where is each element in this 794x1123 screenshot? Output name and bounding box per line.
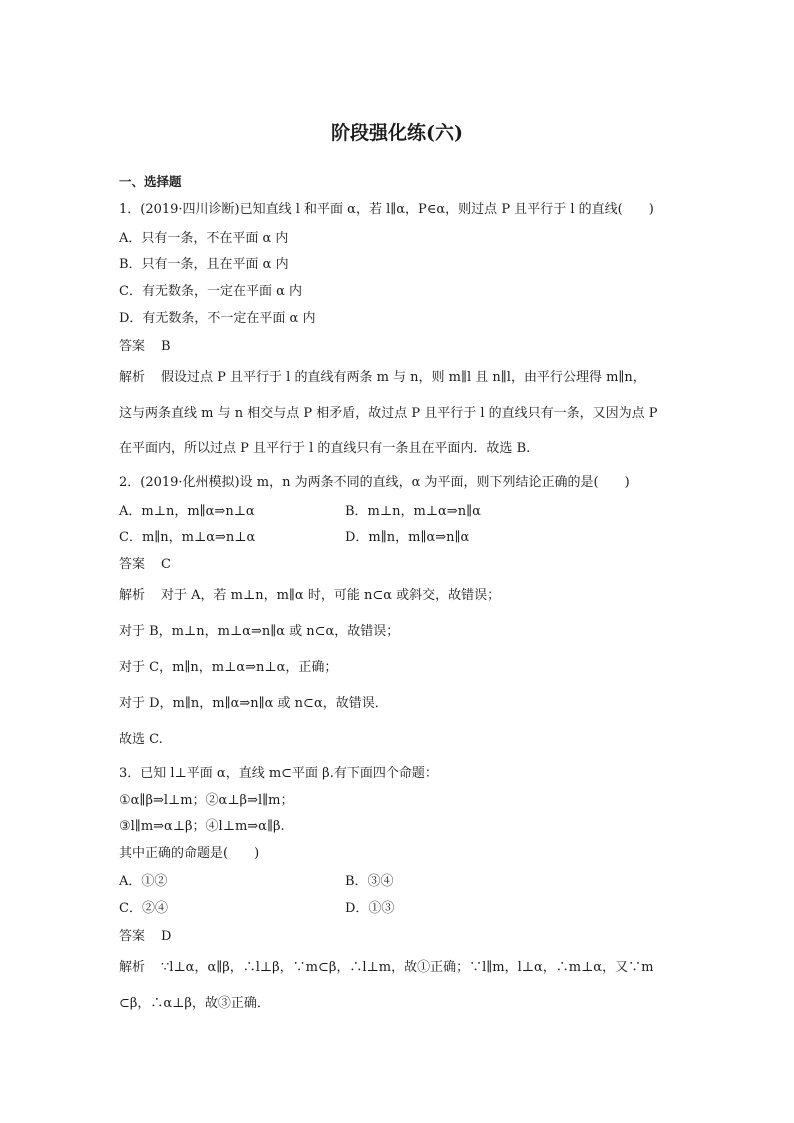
q3-option-d: D．①③	[345, 901, 395, 916]
q3-answer	[119, 930, 171, 943]
q2-option-a: A．m⊥n，m∥α⇒n⊥α	[119, 504, 255, 519]
q2-analysis-line-3: 对于 C，m∥n，m⊥α⇒n⊥α，正确；	[119, 660, 338, 675]
q1-stem: 1．(2019·四川诊断)已知直线 l 和平面 α，若 l∥α，P∈α，则过点 P 且平行于 l 的直线( )	[119, 202, 654, 217]
answer-label: 答案	[119, 557, 146, 572]
q1-option-b: B．只有一条，且在平面 α 内	[119, 257, 289, 272]
q2-stem: 2．(2019·化州模拟)设 m，n 为两条不同的直线，α 为平面，则下列结论正确的是( )	[119, 475, 630, 490]
q1-analysis-line-2: 这与两条直线 m 与 n 相交与点 P 相矛盾，故过点 P 且平行于 l 的直线只有一条，又因为点 P	[119, 406, 658, 421]
answer-label: 答案	[119, 929, 146, 944]
q1-option-a: A．只有一条，不在平面 α 内	[119, 231, 289, 246]
q1-option-c: C．有无数条，一定在平面 α 内	[119, 284, 302, 299]
q2-analysis-line-4: 对于 D，m∥n，m∥α⇒n∥α 或 n⊂α，故错误．	[119, 696, 388, 711]
analysis-label: 解析	[119, 370, 146, 385]
q2-answer	[119, 558, 171, 571]
answer-value: D	[161, 929, 172, 944]
q1-answer	[119, 340, 171, 353]
analysis-text: ∵l⊥α，α∥β，∴l⊥β，∵m⊂β，∴l⊥m，故①正确；∵l∥m，l⊥α，∴m⊥α，又∵m	[161, 960, 654, 975]
q2-analysis-line-5: 故选 C.	[119, 732, 163, 747]
analysis-label: 解析	[119, 960, 146, 975]
q3-stem: 3．已知 l⊥平面 α，直线 m⊂平面 β.有下面四个命题：	[119, 766, 438, 781]
page-title: 阶段强化练(六)	[331, 122, 463, 144]
q1-analysis-line-1	[119, 371, 646, 384]
analysis-label: 解析	[119, 588, 146, 603]
q2-analysis-line-2: 对于 B，m⊥n，m⊥α⇒n∥α 或 n⊂α，故错误；	[119, 624, 400, 639]
answer-value: C	[161, 557, 171, 572]
q1-analysis-line-3: 在平面内，所以过点 P 且平行于 l 的直线只有一条且在平面内．故选 B.	[119, 441, 531, 456]
q2-analysis-line-1	[119, 589, 500, 602]
q3-question: 其中正确的命题是( )	[119, 846, 260, 861]
q3-option-c: C．②④	[119, 901, 168, 916]
q2-option-d: D．m∥n，m∥α⇒n∥α	[345, 530, 470, 545]
q3-option-b: B．③④	[345, 874, 394, 889]
q3-option-a: A．①②	[119, 874, 168, 889]
answer-value: B	[161, 339, 171, 354]
q3-analysis-line-2: ⊂β，∴α⊥β，故③正确．	[119, 996, 270, 1011]
q1-option-d: D．有无数条，不一定在平面 α 内	[119, 311, 316, 326]
q2-option-b: B．m⊥n，m⊥α⇒n∥α	[345, 504, 481, 519]
q3-props-line-2: ③l∥m⇒α⊥β；④l⊥m⇒α∥β.	[119, 819, 285, 834]
q3-props-line-1: ①α∥β⇒l⊥m；②α⊥β⇒l∥m；	[119, 793, 294, 808]
q3-analysis-line-1	[119, 961, 653, 974]
answer-label: 答案	[119, 339, 146, 354]
q2-option-c: C．m∥n，m⊥α⇒n⊥α	[119, 530, 256, 545]
analysis-text: 对于 A，若 m⊥n，m∥α 时，可能 n⊂α 或斜交，故错误；	[161, 588, 501, 603]
section-heading: 一、选择题	[119, 174, 182, 189]
analysis-text: 假设过点 P 且平行于 l 的直线有两条 m 与 n，则 m∥l 且 n∥l，由平行公理得 m∥n，	[161, 370, 646, 385]
